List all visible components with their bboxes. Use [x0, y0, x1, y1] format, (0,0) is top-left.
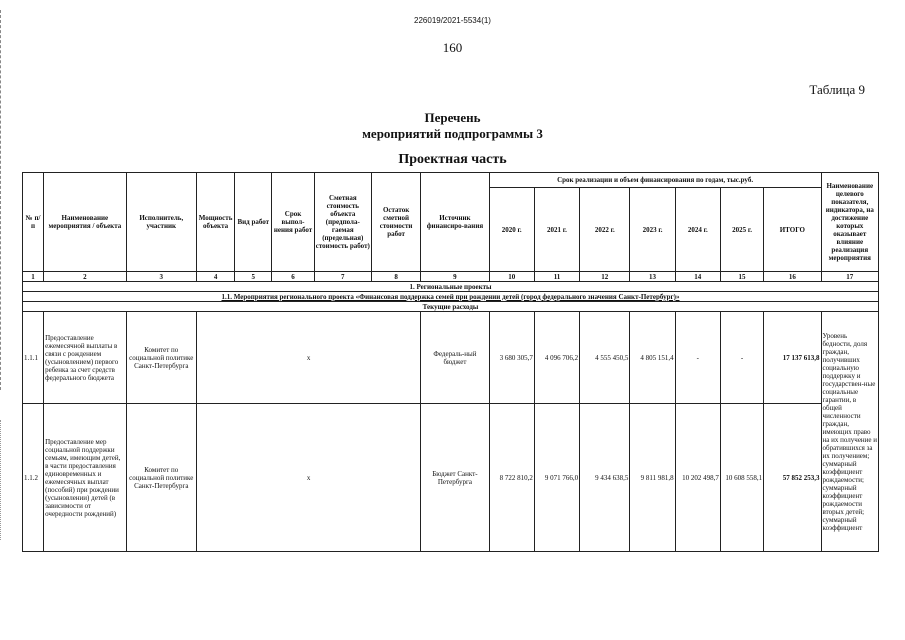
col-number: 2	[44, 272, 126, 282]
col-header-2025: 2025 г.	[720, 188, 763, 272]
col-number: 14	[675, 272, 720, 282]
col-number: 15	[720, 272, 763, 282]
table-row	[23, 404, 879, 552]
row-value-2022: 4 555 450,5	[580, 312, 630, 404]
col-number: 12	[580, 272, 630, 282]
row-source: Федераль-ный бюджет	[421, 312, 489, 404]
col-header-2020: 2020 г.	[489, 188, 534, 272]
col-header-executor: Исполнитель, участник	[126, 173, 196, 272]
row-total: 17 137 613,8	[764, 312, 821, 404]
row-source: Бюджет Санкт-Петербурга	[421, 404, 489, 552]
row-mark: х	[196, 312, 420, 404]
measures-table	[22, 172, 879, 552]
row-number: 1.1.2	[23, 404, 44, 552]
row-value-2024: 10 202 498,7	[675, 404, 720, 552]
column-numbers-row	[23, 272, 879, 282]
scan-edge-mark	[0, 10, 5, 390]
row-total: 57 852 253,3	[764, 404, 821, 552]
col-number: 3	[126, 272, 196, 282]
col-number: 5	[235, 272, 272, 282]
col-header-2021: 2021 г.	[534, 188, 579, 272]
row-value-2020: 3 680 305,7	[489, 312, 534, 404]
row-number: 1.1.1	[23, 312, 44, 404]
col-header-source: Источник финансиро-вания	[421, 173, 489, 272]
row-value-2025: -	[720, 312, 763, 404]
col-number: 13	[630, 272, 675, 282]
col-header-2023: 2023 г.	[630, 188, 675, 272]
col-number: 8	[371, 272, 420, 282]
col-number: 1	[23, 272, 44, 282]
expenses-heading: Текущие расходы	[23, 302, 879, 312]
row-name: Предоставление мер социальной поддержки семьям, имеющим детей, в части предоставления единовременных и ежемесячных выплат (пособий) при рождении (усыновлении) детей (в зависимости от очередности рождений)	[44, 404, 126, 552]
col-header-work-type: Вид работ	[235, 173, 272, 272]
row-executor: Комитет по социальной политике Санкт-Петербурга	[126, 312, 196, 404]
col-header-indicator: Наименование целевого показателя, индикатора, на достижение которых оказывает влияние реализация мероприятия	[821, 173, 878, 272]
col-number: 9	[421, 272, 489, 282]
row-value-2023: 9 811 981,8	[630, 404, 675, 552]
col-number: 4	[196, 272, 234, 282]
row-value-2020: 8 722 810,2	[489, 404, 534, 552]
col-header-capacity: Мощность объекта	[196, 173, 234, 272]
row-value-2024: -	[675, 312, 720, 404]
col-header-remainder: Остаток сметной стоимости работ	[371, 173, 420, 272]
col-number: 11	[534, 272, 579, 282]
col-header-total: ИТОГО	[764, 188, 821, 272]
row-mark: х	[196, 404, 420, 552]
col-number: 17	[821, 272, 878, 282]
row-value-2022: 9 434 638,5	[580, 404, 630, 552]
row-value-2021: 4 096 706,2	[534, 312, 579, 404]
page-title: Перечень	[424, 110, 481, 125]
subsection-heading: 1.1. Мероприятия регионального проекта «Финансовая поддержка семей при рождении детей (город федерального значения Санкт-Петербург)»	[23, 292, 879, 302]
scan-edge-mark	[0, 420, 3, 540]
page-title-line2: мероприятий подпрограммы 3	[362, 126, 543, 141]
col-header-term: Срок выпол-нения работ	[272, 173, 314, 272]
col-header-2022: 2022 г.	[580, 188, 630, 272]
page-number: 160	[442, 40, 463, 55]
row-value-2025: 10 608 558,1	[720, 404, 763, 552]
row-value-2023: 4 805 151,4	[630, 312, 675, 404]
col-header-no: № п/п	[23, 173, 44, 272]
document-number: 226019/2021-5534(1)	[414, 16, 491, 25]
col-number: 6	[272, 272, 314, 282]
page-subtitle: Проектная часть	[398, 152, 507, 167]
table-row	[23, 312, 879, 404]
row-executor: Комитет по социальной политике Санкт-Петербурга	[126, 404, 196, 552]
row-value-2021: 9 071 766,0	[534, 404, 579, 552]
table-label: Таблица 9	[809, 82, 865, 97]
col-number: 16	[764, 272, 821, 282]
row-indicator: Уровень бедности, доля граждан, получивших социальную поддержку и государствен-ные социальные гарантии, в общей численности граждан, имеющих право на их получение и обратившихся за их получением; суммарный коэффициент рождаемости; суммарный коэффициент рождаемости вторых детей; суммарный коэффициент	[821, 312, 878, 552]
col-header-2024: 2024 г.	[675, 188, 720, 272]
row-name: Предоставление ежемесячной выплаты в связи с рождением (усыновлением) первого ребенка за счет средств федерального бюджета	[44, 312, 126, 404]
col-header-name: Наименование мероприятия / объекта	[44, 173, 126, 272]
section-heading: 1. Региональные проекты	[23, 282, 879, 292]
col-number: 10	[489, 272, 534, 282]
col-number: 7	[314, 272, 371, 282]
col-header-period-group: Срок реализации и объем финансирования по годам, тыс.руб.	[489, 173, 821, 188]
col-header-estimate: Сметная стоимость объекта (предпола-гаемая (предельная) стоимость работ)	[314, 173, 371, 272]
